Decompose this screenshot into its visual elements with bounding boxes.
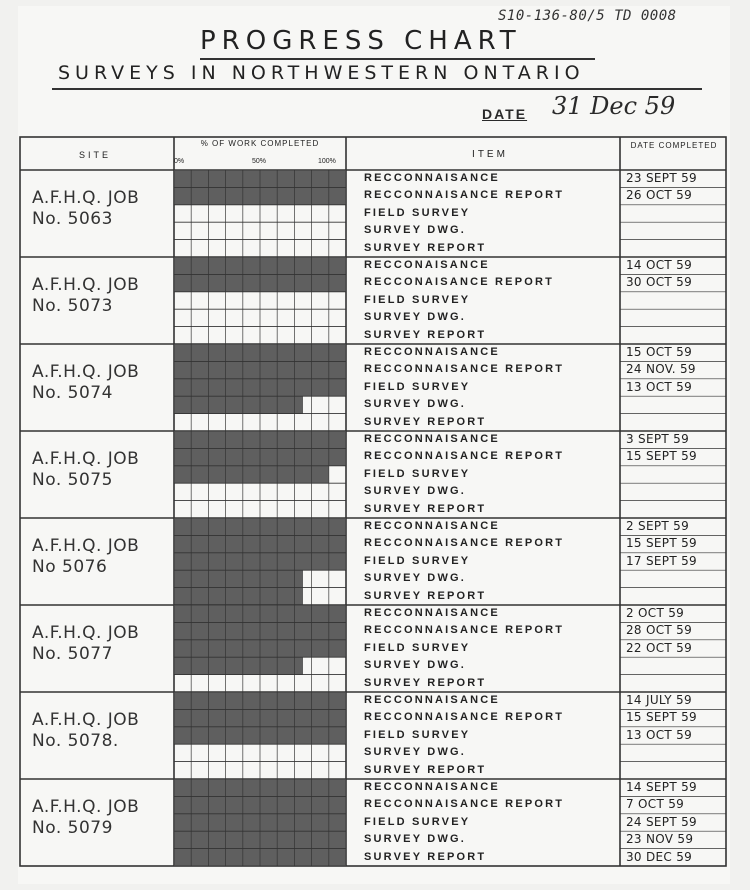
item-label: FIELD SURVEY xyxy=(364,815,471,828)
page-title: PROGRESS CHART xyxy=(200,26,522,56)
site-job-number: No 5076 xyxy=(32,557,108,577)
item-label: RECCONAISANCE xyxy=(364,259,490,271)
header-date-completed: DATE COMPLETED xyxy=(630,141,718,150)
site-label xyxy=(32,275,172,317)
item-label: FIELD SURVEY xyxy=(364,728,471,741)
item-label: FIELD SURVEY xyxy=(364,641,471,654)
item-label: RECCONNAISANCE REPORT xyxy=(364,798,565,811)
site-job-number: No. 5063 xyxy=(32,209,113,229)
page-subtitle: SURVEYS IN NORTHWESTERN ONTARIO xyxy=(58,62,585,84)
item-label: FIELD SURVEY xyxy=(364,380,471,393)
site-job-title: A.F.H.Q. JOB xyxy=(32,797,140,817)
item-label: FIELD SURVEY xyxy=(364,206,471,219)
item-label: SURVEY REPORT xyxy=(364,502,487,515)
item-label: SURVEY REPORT xyxy=(364,763,487,776)
date-completed-value: 7 OCT 59 xyxy=(626,797,685,812)
item-label: SURVEY REPORT xyxy=(364,328,487,341)
date-completed-value: 23 NOV 59 xyxy=(626,832,694,847)
progress-bar xyxy=(174,396,303,413)
header-item: ITEM xyxy=(472,149,508,160)
date-completed-value: 3 SEPT 59 xyxy=(626,432,689,446)
date-value: 31 Dec 59 xyxy=(552,92,676,120)
site-label xyxy=(32,710,172,752)
item-label: RECCONNAISANCE REPORT xyxy=(364,624,565,637)
item-label: RECCONNAISANCE xyxy=(364,607,500,619)
site-job-title: A.F.H.Q. JOB xyxy=(32,536,140,556)
site-job-number: No. 5074 xyxy=(32,383,113,403)
item-label: RECCONNAISANCE xyxy=(364,694,500,706)
date-completed-value: 30 DEC 59 xyxy=(626,849,693,864)
item-label: SURVEY REPORT xyxy=(364,589,487,602)
item-label: FIELD SURVEY xyxy=(364,467,471,480)
item-label: SURVEY REPORT xyxy=(364,850,487,863)
item-label: FIELD SURVEY xyxy=(364,293,471,306)
date-label: DATE xyxy=(482,106,528,122)
date-completed-value: 14 SEPT 59 xyxy=(626,780,697,794)
item-label: RECCONNAISANCE REPORT xyxy=(364,189,565,202)
date-completed-value: 30 OCT 59 xyxy=(626,275,693,290)
site-job-number: No. 5078. xyxy=(32,731,119,751)
item-label: SURVEY REPORT xyxy=(364,415,487,428)
site-job-title: A.F.H.Q. JOB xyxy=(32,188,140,208)
item-label: SURVEY DWG. xyxy=(364,659,467,672)
header-scale-0: 0% xyxy=(174,158,185,165)
date-completed-value: 15 SEPT 59 xyxy=(626,536,697,551)
item-label: FIELD SURVEY xyxy=(364,554,471,567)
item-label: SURVEY REPORT xyxy=(364,241,487,254)
date-completed-value: 13 OCT 59 xyxy=(626,727,693,742)
date-completed-value: 15 SEPT 59 xyxy=(626,449,697,464)
site-job-number: No. 5077 xyxy=(32,644,113,664)
item-label: SURVEY DWG. xyxy=(364,572,467,585)
item-label: SURVEY DWG. xyxy=(364,833,467,846)
date-completed-value: 28 OCT 59 xyxy=(626,623,693,638)
progress-bar xyxy=(174,588,303,605)
site-label xyxy=(32,188,172,230)
site-job-number: No. 5073 xyxy=(32,296,113,316)
site-job-number: No. 5075 xyxy=(32,470,113,490)
site-job-title: A.F.H.Q. JOB xyxy=(32,275,140,295)
item-label: RECCONNAISANCE xyxy=(364,433,500,445)
header-scale-50: 50% xyxy=(252,158,267,165)
item-label: SURVEY DWG. xyxy=(364,485,467,498)
item-label: RECCONAISANCE REPORT xyxy=(364,276,555,289)
site-label xyxy=(32,449,172,491)
site-label xyxy=(32,362,172,404)
progress-bar xyxy=(174,570,303,587)
header-percent-work: % OF WORK COMPLETED xyxy=(200,139,320,148)
progress-bar xyxy=(174,657,303,674)
item-label: RECCONNAISANCE REPORT xyxy=(364,537,565,550)
item-label: RECCONNAISANCE REPORT xyxy=(364,711,565,724)
date-completed-value: 14 JULY 59 xyxy=(626,693,692,707)
date-completed-value: 22 OCT 59 xyxy=(626,640,693,655)
site-label xyxy=(32,623,172,665)
date-completed-value: 24 NOV. 59 xyxy=(626,362,696,377)
site-label xyxy=(32,797,172,839)
date-completed-value: 15 SEPT 59 xyxy=(626,710,697,725)
site-job-title: A.F.H.Q. JOB xyxy=(32,623,140,643)
site-job-title: A.F.H.Q. JOB xyxy=(32,362,140,382)
date-completed-value: 17 SEPT 59 xyxy=(626,553,697,568)
site-job-title: A.F.H.Q. JOB xyxy=(32,449,140,469)
item-label: RECCONNAISANCE xyxy=(364,520,500,532)
item-label: RECCONNAISANCE xyxy=(364,346,500,358)
date-completed-value: 14 OCT 59 xyxy=(626,258,693,272)
date-completed-value: 15 OCT 59 xyxy=(626,345,693,359)
item-label: RECCONNAISANCE REPORT xyxy=(364,450,565,463)
date-completed-value: 2 SEPT 59 xyxy=(626,519,689,533)
item-label: RECCONNAISANCE REPORT xyxy=(364,363,565,376)
item-label: SURVEY DWG. xyxy=(364,311,467,324)
date-completed-value: 2 OCT 59 xyxy=(626,606,685,620)
item-label: SURVEY DWG. xyxy=(364,398,467,411)
date-completed-value: 13 OCT 59 xyxy=(626,379,693,394)
site-job-number: No. 5079 xyxy=(32,818,113,838)
item-label: RECCONNAISANCE xyxy=(364,781,500,793)
item-label: RECCONNAISANCE xyxy=(364,172,500,184)
site-job-title: A.F.H.Q. JOB xyxy=(32,710,140,730)
header-site: SITE xyxy=(78,150,111,160)
progress-bar xyxy=(174,466,329,483)
header-scale-100: 100% xyxy=(318,158,336,165)
date-completed-value: 24 SEPT 59 xyxy=(626,814,697,829)
item-label: SURVEY DWG. xyxy=(364,224,467,237)
site-label xyxy=(32,536,172,578)
date-completed-value: 26 OCT 59 xyxy=(626,188,693,203)
document-reference: S10-136-80/5 TD 0008 xyxy=(498,8,677,24)
item-label: SURVEY REPORT xyxy=(364,676,487,689)
date-completed-value: 23 SEPT 59 xyxy=(626,171,697,185)
item-label: SURVEY DWG. xyxy=(364,746,467,759)
